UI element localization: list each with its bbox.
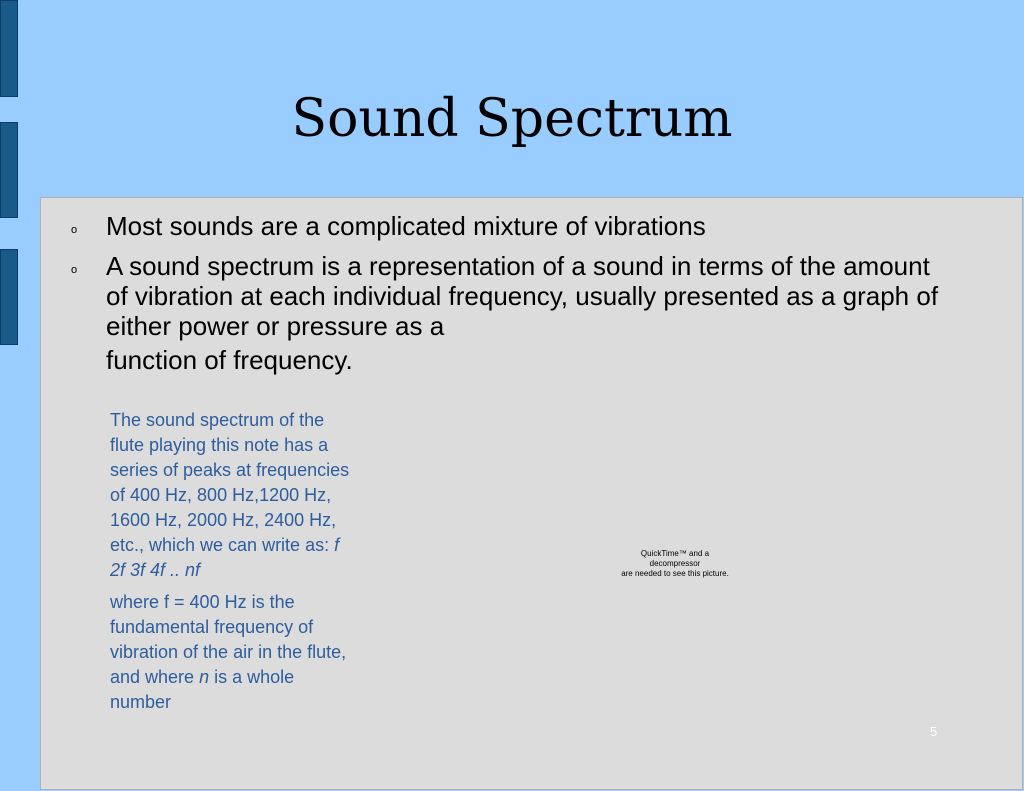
caption-formula: f 2f 3f 4f .. nf: [110, 535, 340, 580]
bullet-item: [66, 211, 946, 241]
side-tab-decoration: [0, 0, 18, 97]
caption-text: where f = 400 Hz is the fundamental frequency of vibration of the air in the flute, and where: [110, 592, 347, 687]
side-tab-decoration: [0, 249, 18, 345]
caption-text: The sound spectrum of the flute playing this note has a series of peaks at frequencies of 400 Hz, 800 Hz,1200 Hz, 1600 Hz, 2000 Hz, 2400 Hz, etc., which we can write as:: [110, 410, 350, 555]
bullet-marker: o: [71, 224, 78, 236]
media-placeholder: [600, 549, 750, 579]
caption-paragraph: [110, 408, 355, 583]
page-number: 5: [930, 724, 938, 739]
media-placeholder-line: are needed to see this picture.: [621, 569, 729, 578]
media-placeholder-line: QuickTime™ and a: [640, 549, 710, 558]
spectrum-caption: [110, 408, 355, 722]
bullet-text: A sound spectrum is a representation of a sound in terms of the amount of vibration at each individual frequency, usually presented as a graph of either power or pressure as a: [106, 251, 939, 341]
caption-text: is a whole number: [110, 667, 295, 712]
bullet-item: [66, 251, 946, 379]
bullet-marker: o: [71, 264, 78, 276]
slide-title: Sound Spectrum: [291, 89, 733, 149]
bullet-list: [66, 211, 946, 389]
caption-variable: n: [199, 667, 210, 687]
bullet-text: Most sounds are a complicated mixture of vibrations: [106, 211, 706, 241]
caption-paragraph: [110, 590, 355, 715]
bullet-text-last-line: function of frequency.: [106, 345, 353, 375]
media-placeholder-line: decompressor: [649, 559, 701, 568]
